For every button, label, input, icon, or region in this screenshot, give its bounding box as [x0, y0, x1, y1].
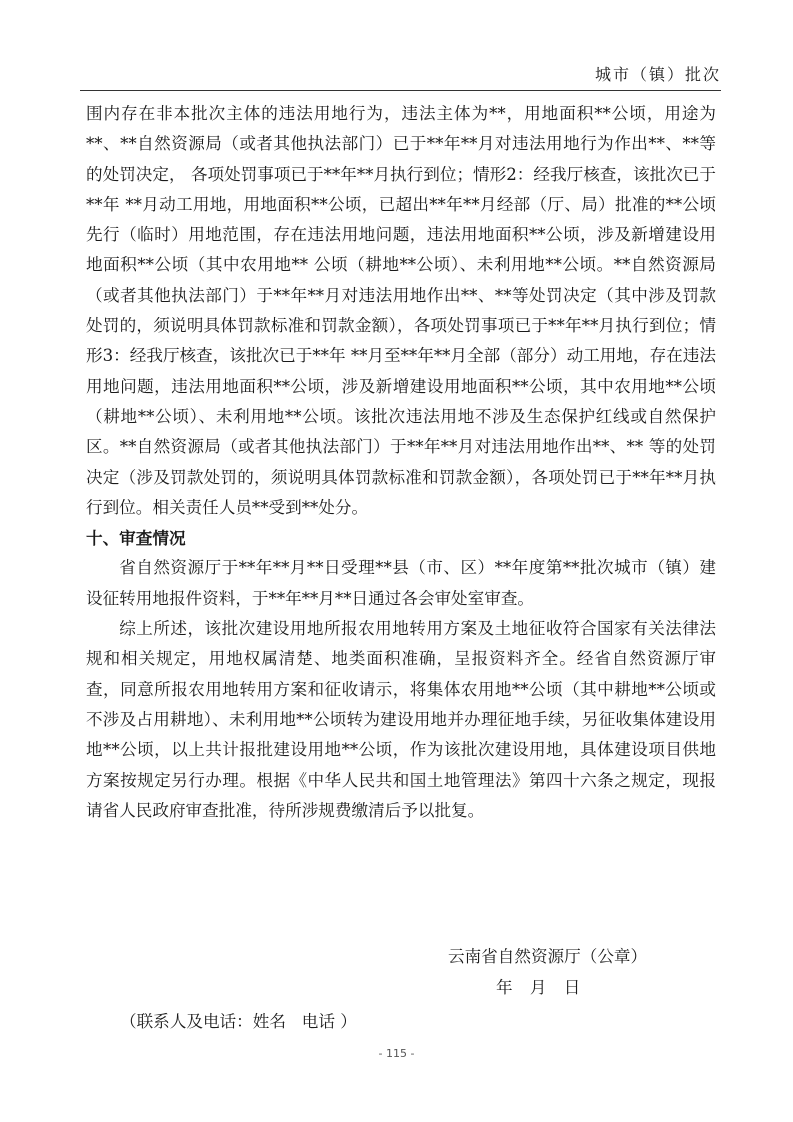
- contact-line: （联系人及电话：姓名 电话 ）: [120, 1012, 357, 1031]
- conclusion-paragraph: 综上所述，该批次建设用地所报农用地转用方案及土地征收符合国家有关法律法规和相关规定，用地权属清楚、地类面积准确，呈报资料齐全。经省自然资源厅审查，同意所报农用地转用方案和征收请示，将集体农用地**公顷（其中耕地**公顷或不涉及占用耕地）、未利用地**公顷转为建设用地并办理征地手续，另征收集体建设用地**公顷，以上共计报批建设用地**公顷，作为该批次建设用地，具体建设项目供地方案按规定另行办理。根据《中华人民共和国土地管理法》第四十六条之规定，现报请省人民政府审查批准，待所涉规费缴清后予以批复。: [86, 619, 716, 820]
- page-number: - 115 -: [378, 1047, 415, 1060]
- date-line: 年 月 日: [496, 978, 587, 997]
- review-paragraph: 省自然资源厅于**年**月**日受理**县（市、区）**年度第**批次城市（镇）建设征转用地报件资料，于**年**月**日通过各会审处室审查。: [86, 558, 716, 608]
- section-heading: 十、审查情况: [86, 528, 186, 549]
- continuation-paragraph: 围内存在非本批次主体的违法用地行为，违法主体为**，用地面积**公顷，用途为**、**自然资源局（或者其他执法部门）已于**年**月对违法用地行为作出**、**等的处罚决定， 各项处罚事项已于**年**月执行到位；情形2：经我厅核查，该批次已于**年 **月动工用地，用地面积**公顷，已超出**年**月经部（厅、局）批准的**公顷先行（临时）用地范围，存在违法用地问题，违法用地面积**公顷，涉及新增建设用地面积**公顷（其中农用地** 公顷（耕地**公顷）、未利用地**公顷。**自然资源局（或者其他执法部门）于**年**月对违法用地作出**、**等处罚决定（其中涉及罚款处罚的，须说明具体罚款标准和罚款金额），各项处罚事项已于**年**月执行到位；情形3：经我厅核查，该批次已于**年 **月至**年**月全部（部分）动工用地，存在违法用地问题，违法用地面积**公顷，涉及新增建设用地面积**公顷，其中农用地**公顷（耕地**公顷）、未利用地**公顷。该批次违法用地不涉及生态保护红线或自然保护区。**自然资源局（或者其他执法部门）于**年**月对违法用地作出**、** 等的处罚决定（涉及罚款处罚的，须说明具体罚款标准和罚款金额），各项处罚已于**年**月执行到位。相关责任人员**受到**处分。: [86, 104, 716, 517]
- running-header: 城市（镇）批次: [594, 65, 721, 84]
- document-body: [86, 99, 716, 826]
- signature-line: 云南省自然资源厅（公章）: [448, 947, 648, 966]
- header-divider: [80, 90, 721, 91]
